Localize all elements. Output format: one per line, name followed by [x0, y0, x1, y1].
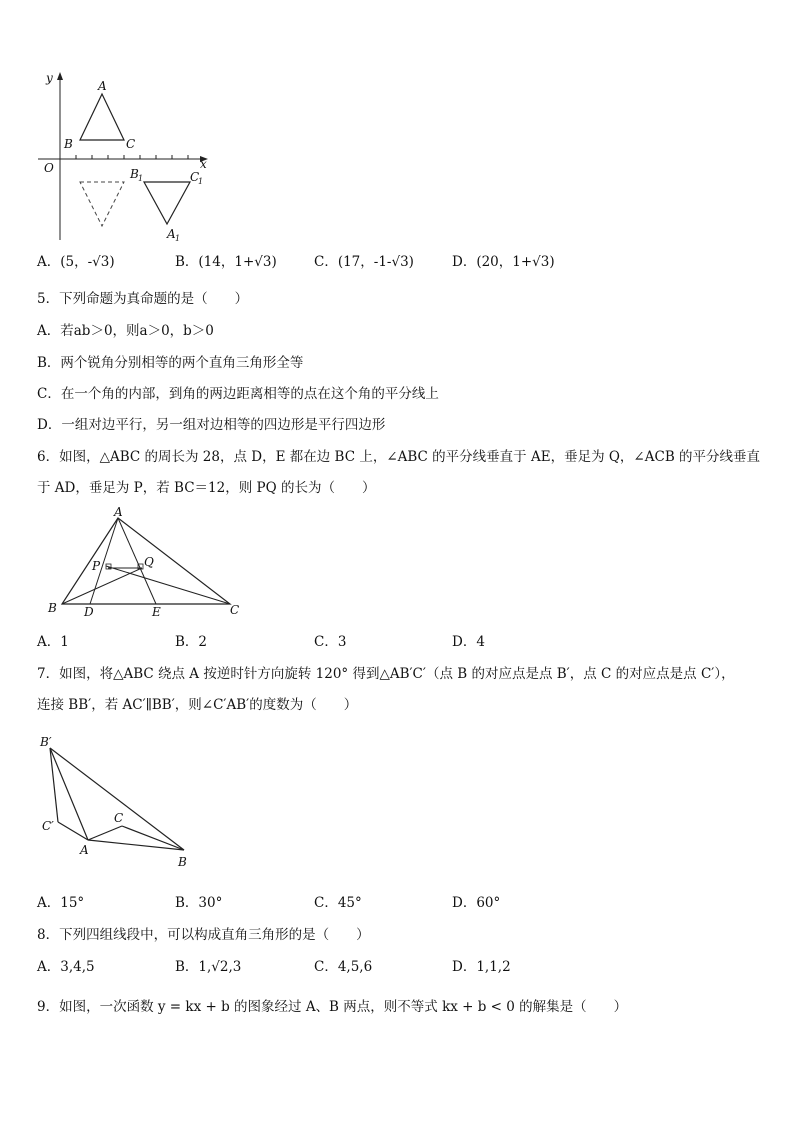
y-axis-arrow: [57, 72, 63, 80]
q7-segment-bprime-b: [50, 748, 184, 850]
label-c1: C: [190, 170, 200, 184]
q6-stem-line1: 6．如图，△ABC 的周长为 28，点 D，E 都在边 BC 上，∠ABC 的平分线垂直于 AE，垂足为 Q，∠ACB 的平分线垂直: [37, 449, 761, 465]
q5-option-c: C．在一个角的内部，到角的两边距离相等的点在这个角的平分线上: [37, 386, 439, 402]
label-c: C: [126, 137, 136, 151]
q5-stem: 5．下列命题为真命题的是（ ）: [37, 291, 249, 307]
q4-option-a: A．(5，-√3): [37, 254, 115, 270]
q6-label-a: A: [114, 506, 123, 519]
label-b1-sub: 1: [138, 174, 144, 183]
q6-label-c: C: [230, 603, 240, 617]
label-x: x: [200, 157, 207, 171]
q4-option-c: C．(17，-1-√3): [314, 254, 414, 270]
q8-option-d: D．1,1,2: [452, 959, 511, 975]
q6-label-d: D: [84, 605, 94, 618]
label-y: y: [46, 71, 53, 85]
q5-option-a: A．若ab＞0，则a＞0，b＞0: [37, 323, 214, 339]
q4-option-b: B．(14，1+√3): [175, 254, 277, 270]
q6-option-a: A．1: [37, 634, 69, 650]
q6-option-c: C．3: [314, 634, 347, 650]
q6-option-d: D．4: [452, 634, 485, 650]
q7-label-c: C: [114, 811, 124, 825]
triangle-abc: [80, 94, 124, 140]
q8-stem: 8．下列四组线段中，可以构成直角三角形的是（ ）: [37, 927, 370, 943]
q4-option-d: D．(20，1+√3): [452, 254, 555, 270]
q9-stem: 9．如图，一次函数 y = kx + b 的图象经过 A、B 两点，则不等式 kx + b < 0 的解集是（ ）: [37, 999, 628, 1015]
figure-q7-rotation: [36, 730, 206, 870]
q7-option-d: D．60°: [452, 895, 501, 911]
q7-label-a: A: [80, 843, 89, 857]
q6-label-q: Q: [144, 555, 154, 569]
q7-option-a: A．15°: [37, 895, 85, 911]
label-c1-sub: 1: [198, 177, 204, 186]
q6-label-p: P: [92, 559, 101, 573]
q6-bisector-c: [106, 566, 230, 604]
label-b1: B: [130, 167, 139, 181]
q7-label-bprime: B′: [40, 735, 52, 749]
q5-option-b: B．两个锐角分别相等的两个直角三角形全等: [37, 355, 304, 371]
q7-option-b: B．30°: [175, 895, 223, 911]
triangle-a1b1c1: [144, 182, 190, 224]
q6-label-e: E: [152, 605, 161, 618]
q8-option-b: B．1,√2,3: [175, 959, 242, 975]
q7-segment-cprime-a: [58, 822, 88, 840]
q7-label-cprime: C′: [42, 819, 54, 833]
label-b: B: [64, 137, 73, 151]
q8-option-c: C．4,5,6: [314, 959, 373, 975]
label-a1-sub: 1: [175, 234, 181, 243]
q6-stem-line2: 于 AD，垂足为 P，若 BC＝12，则 PQ 的长为（ ）: [37, 480, 376, 496]
label-a: A: [98, 79, 107, 93]
q7-stem-line1: 7．如图，将△ABC 绕点 A 按逆时针方向旋转 120° 得到△AB′C′（点 B 的对应点是点 B′，点 C 的对应点是点 C′），: [37, 666, 735, 682]
label-a1: A: [167, 227, 176, 241]
q7-stem-line2: 连接 BB′，若 AC′∥BB′，则∠C′AB′的度数为（ ）: [37, 697, 358, 713]
figure-q6-triangle: [40, 506, 260, 618]
q7-label-b: B: [178, 855, 187, 869]
label-origin: O: [44, 161, 54, 175]
q6-label-b: B: [48, 601, 57, 615]
q5-option-d: D．一组对边平行，另一组对边相等的四边形是平行四边形: [37, 417, 386, 433]
q6-option-b: B．2: [175, 634, 208, 650]
x-axis-ticks: [76, 155, 188, 159]
q7-option-c: C．45°: [314, 895, 362, 911]
q8-option-a: A．3,4,5: [37, 959, 95, 975]
triangle-dashed: [80, 182, 124, 226]
figure-coordinate-triangles: [30, 68, 220, 248]
q7-segment-a-c: [88, 826, 122, 840]
